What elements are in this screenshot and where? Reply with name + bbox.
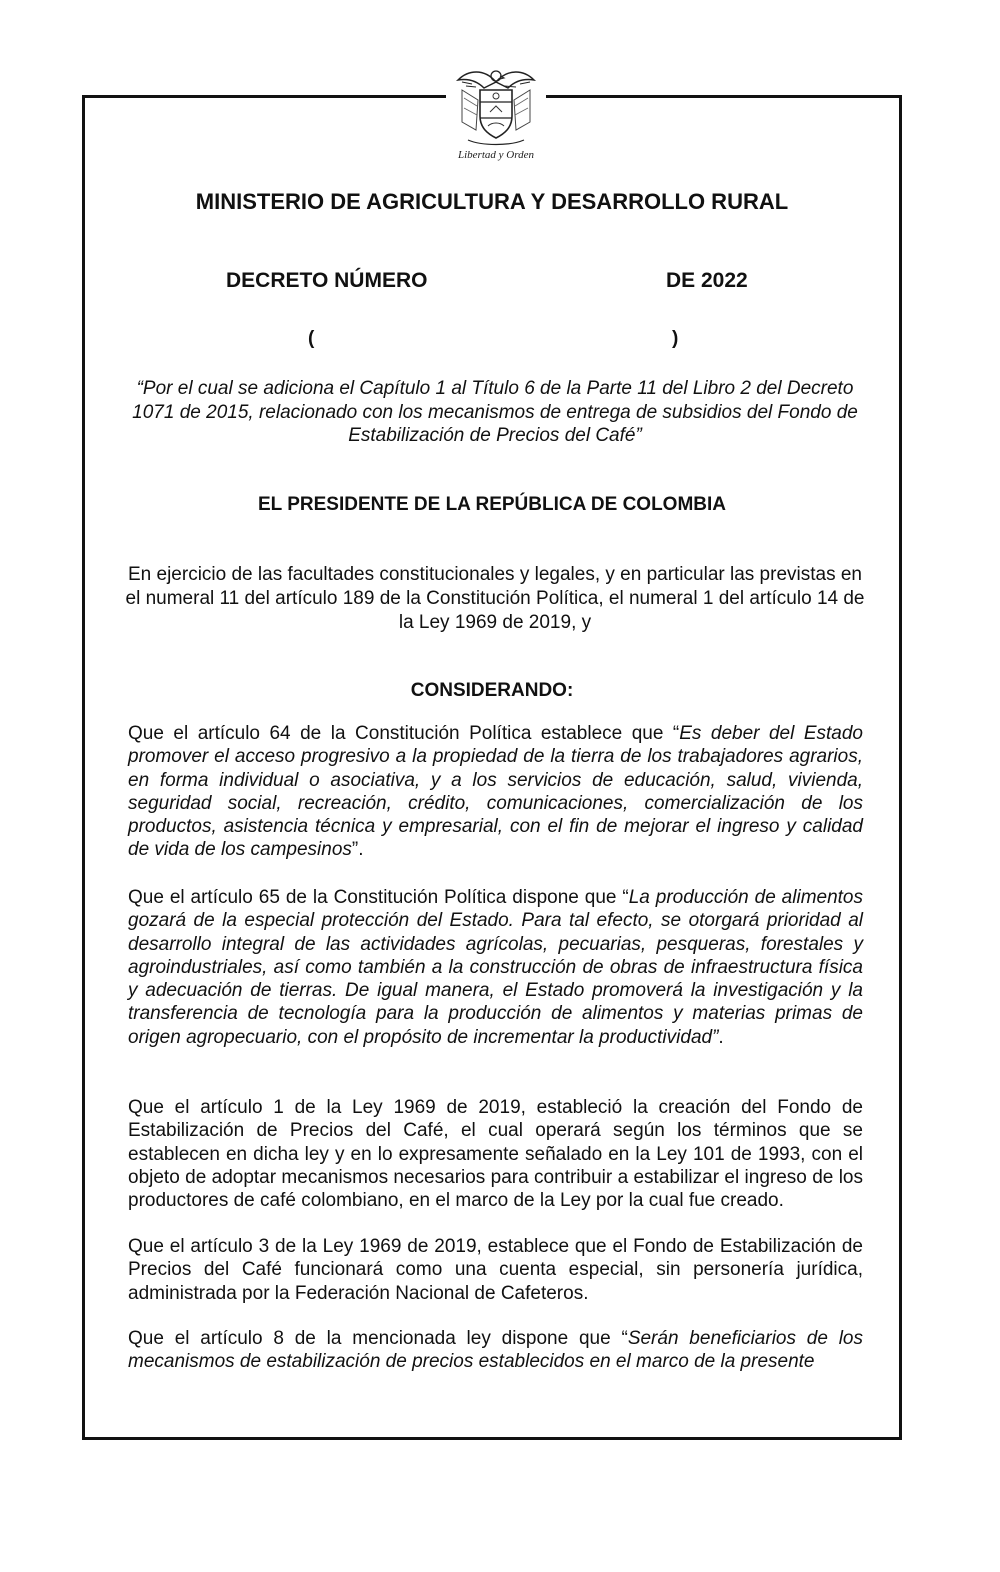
considerando-paragraph-1 <box>128 722 863 862</box>
considerando-paragraph-5 <box>128 1327 863 1374</box>
coat-of-arms-seal <box>446 60 546 164</box>
seal-motto: Libertad y Orden <box>458 149 534 161</box>
considerando-paragraph-3: Que el artículo 1 de la Ley 1969 de 2019, estableció la creación del Fondo de Estabilización de Precios del Café, el cual operará según los términos que se establecen en dicha ley y en lo expresamente señalado en la Ley 101 de 1993, con el objeto de adoptar mecanismos necesarios para contribuir a estabilizar el ingreso de los productores de café colombiano, en el marco de la Ley por la cual fue creado. <box>128 1097 863 1212</box>
decree-subject: “Por el cual se adiciona el Capítulo 1 al Título 6 de la Parte 11 del Libro 2 del Decreto 1071 de 2015, relacionado con los mecanismos de entrega de subsidios del Fondo de Estabilización de Precios del Café” <box>132 378 858 446</box>
decree-paren-close: ) <box>672 328 679 349</box>
decree-year: DE 2022 <box>666 269 748 292</box>
paragraph-tail: ”. <box>351 839 364 861</box>
paragraph-lead: Que el artículo 8 de la mencionada ley dispone que “ <box>128 1328 628 1349</box>
paragraph-quote: Es deber del Estado promover el acceso progresivo a la propiedad de la tierra de los trabajadores agrarios, en forma individual o asociativa, y a los servicios de educación, salud, vivienda, seguridad social, recreación, crédito, comunicaciones, comercialización de los productos, asistencia técnica y empresarial, con el fin de mejorar el ingreso y calidad de vida de los campesinos <box>128 723 863 861</box>
considerando-paragraph-2 <box>128 886 863 1049</box>
decree-paren-open: ( <box>308 328 315 349</box>
considerando-heading: CONSIDERANDO: <box>410 680 574 701</box>
paragraph-lead: Que el artículo 64 de la Constitución Política establece que “ <box>128 723 680 744</box>
considerando-paragraph-4: Que el artículo 3 de la Ley 1969 de 2019, establece que el Fondo de Estabilización de Precios del Café funcionará como una cuenta especial, sin personería jurídica, administrada por la Federación Nacional de Cafeteros. <box>128 1236 863 1304</box>
paragraph-quote: La producción de alimentos gozará de la especial protección del Estado. Para tal efecto, se otorgará prioridad al desarrollo integral de las actividades agrícolas, pecuarias, pesqueras, forestales y agroindustriales, así como también a la construcción de obras de infraestructura física y adecuación de tierras. De igual manera, el Estado promoverá la investigación y la transferencia de tecnología para la producción de alimentos y materias primas de origen agropecuario, con el propósito de incrementar la productividad” <box>128 887 863 1048</box>
paragraph-quote: Serán beneficiarios de los mecanismos de estabilización de precios establecidos en el marco de la presente <box>128 1328 863 1373</box>
paragraph-tail: . <box>718 1026 724 1048</box>
decree-number-label: DECRETO NÚMERO <box>226 269 428 292</box>
faculties-statement: En ejercicio de las facultades constitucionales y legales, y en particular las previstas en el numeral 11 del artículo 189 de la Constitución Política, el numeral 1 del artículo 14 de la Ley 1969 de 2019, y <box>125 564 865 633</box>
ministry-title: MINISTERIO DE AGRICULTURA Y DESARROLLO RURAL <box>195 189 789 214</box>
colombia-coat-of-arms-icon <box>448 60 544 148</box>
paragraph-lead: Que el artículo 65 de la Constitución Política dispone que “ <box>128 887 629 908</box>
president-heading: EL PRESIDENTE DE LA REPÚBLICA DE COLOMBIA <box>258 494 726 515</box>
